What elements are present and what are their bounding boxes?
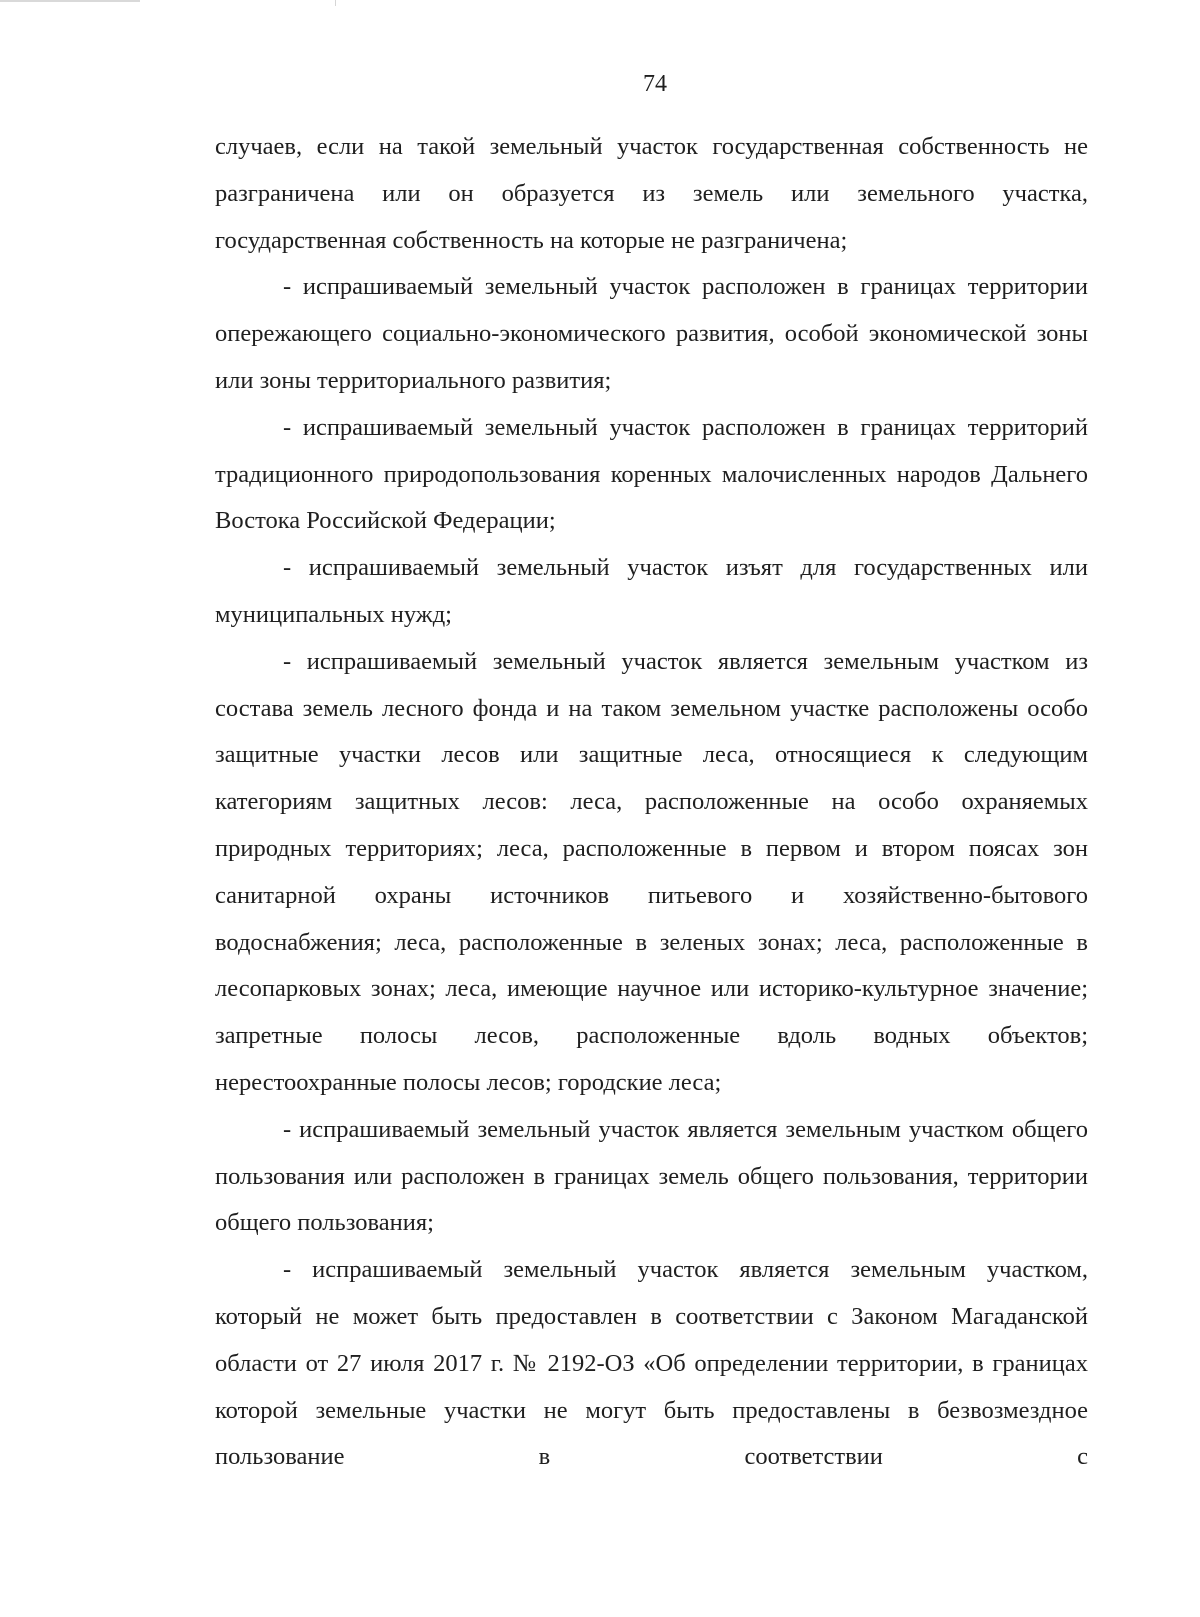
paragraph-item-seized-for-state-needs: - испрашиваемый земельный участок изъят для государственных или муниципальных нужд; [215,554,1088,628]
paragraph-continuation: случаев, если на такой земельный участок государственная собственность не разграничена или он образуется из земель или земельного участка, государственная собственность на которые не разграничена; [215,133,1088,254]
paragraph-item-forest-fund-lands: - испрашиваемый земельный участок является земельным участком из состава земель лесного фонда и на таком земельном участке расположены особо защитные участки лесов или защитные леса, относящиеся к следующим категориям защитных лесов: леса, расположенные на особо охраняемых природных территориях; леса, расположенные в первом и втором поясах зон санитарной охраны источников питьевого и хозяйственно-бытового водоснабжения; леса, расположенные в зеленых зонах; леса, расположенные в лесопарковых зонах; леса, имеющие научное или историко-культурное значение; запретные полосы лесов, расположенные вдоль водных объектов; нерестоохранные полосы лесов; городские леса; [215,647,1088,1096]
scan-edge-mark [0,0,140,2]
paragraph-item-indigenous-territories: - испрашиваемый земельный участок расположен в границах территорий традиционного природопользования коренных малочисленных народов Дальнего Востока Российской Федерации; [215,413,1088,535]
paragraph-item-advanced-development-territory: - испрашиваемый земельный участок расположен в границах территории опережающего социально-экономического развития, особой экономической зоны или зоны территориального развития; [215,273,1088,394]
paragraph-item-public-use-lands: - испрашиваемый земельный участок является земельным участком общего пользования или расположен в границах земель общего пользования, территории общего пользования; [215,1115,1088,1237]
page-number: 74 [643,71,667,97]
document-body [215,124,1088,1481]
scan-corner-mark [335,0,336,6]
paragraph-item-magadan-law: - испрашиваемый земельный участок является земельным участком, который не может быть предоставлен в соответствии с Законом Магаданской области от 27 июля 2017 г. № 2192-ОЗ «Об определении территории, в границах которой земельные участки не могут быть предоставлены в безвозмездное пользование в соответствии с [215,1256,1088,1471]
